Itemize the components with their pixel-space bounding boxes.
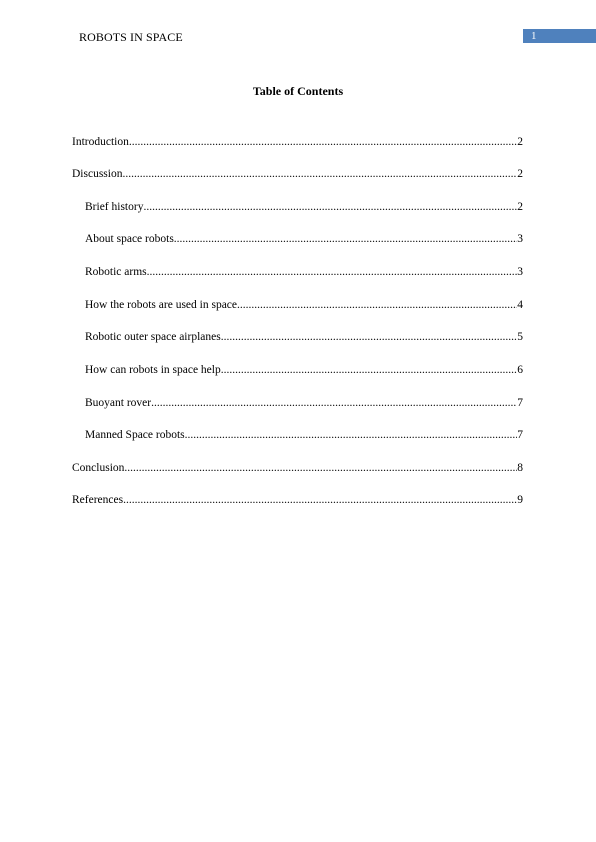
toc-entry-label: Brief history — [85, 201, 144, 213]
toc-entry-robots-used-in-space[interactable] — [85, 298, 523, 312]
toc-entry-label: About space robots — [85, 233, 174, 245]
toc-title: Table of Contents — [252, 84, 344, 98]
toc-dot-leader — [221, 330, 518, 344]
toc-entry-label: How can robots in space help — [85, 364, 221, 376]
toc-dot-leader — [151, 396, 517, 410]
toc-entry-conclusion[interactable] — [72, 461, 523, 475]
toc-entry-about-space-robots[interactable] — [85, 232, 523, 246]
toc-entry-label: How the robots are used in space — [85, 299, 238, 311]
toc-entry-page: 3 — [517, 233, 523, 245]
toc-entry-label: References — [72, 494, 124, 506]
toc-entry-page: 7 — [517, 397, 523, 409]
toc-entry-label: Conclusion — [72, 462, 125, 474]
toc-entry-label: Buoyant rover — [85, 397, 152, 409]
toc-dot-leader — [174, 232, 517, 246]
toc-entry-buoyant-rover[interactable] — [85, 396, 523, 410]
toc-entry-robots-help[interactable] — [85, 363, 523, 377]
toc-entry-page: 3 — [517, 266, 523, 278]
toc-entry-brief-history[interactable] — [85, 200, 523, 214]
toc-dot-leader — [143, 200, 517, 214]
toc-entry-page: 7 — [517, 429, 523, 441]
toc-entry-references[interactable] — [72, 493, 523, 507]
toc-entry-page: 2 — [517, 136, 523, 148]
toc-entry-discussion[interactable] — [72, 167, 523, 181]
toc-entry-page: 9 — [517, 494, 523, 506]
toc-entry-page: 8 — [517, 462, 523, 474]
toc-entry-page: 5 — [517, 331, 523, 343]
toc-entry-label: Manned Space robots — [85, 429, 185, 441]
toc-entry-page: 6 — [517, 364, 523, 376]
toc-entry-label: Introduction — [72, 136, 129, 148]
toc-dot-leader — [122, 167, 517, 181]
toc-entry-label: Robotic arms — [85, 266, 147, 278]
toc-dot-leader — [221, 363, 518, 377]
toc-dot-leader — [147, 265, 518, 279]
toc-entry-page: 2 — [517, 168, 523, 180]
page-number-badge — [523, 29, 596, 43]
page-number: 1 — [531, 30, 537, 42]
toc-entry-introduction[interactable] — [72, 135, 523, 149]
toc-dot-leader — [123, 493, 517, 507]
toc-entry-label: Robotic outer space airplanes — [85, 331, 221, 343]
toc-dot-leader — [129, 135, 517, 149]
toc-dot-leader — [124, 461, 517, 475]
toc-dot-leader — [185, 428, 518, 442]
toc-entry-label: Discussion — [72, 168, 123, 180]
toc-dot-leader — [237, 298, 517, 312]
toc-entry-robotic-airplanes[interactable] — [85, 330, 523, 344]
toc-entry-page: 2 — [517, 201, 523, 213]
toc-entry-manned-space-robots[interactable] — [85, 428, 523, 442]
toc-entry-page: 4 — [517, 299, 523, 311]
toc-entry-robotic-arms[interactable] — [85, 265, 523, 279]
running-head: ROBOTS IN SPACE — [79, 30, 183, 44]
